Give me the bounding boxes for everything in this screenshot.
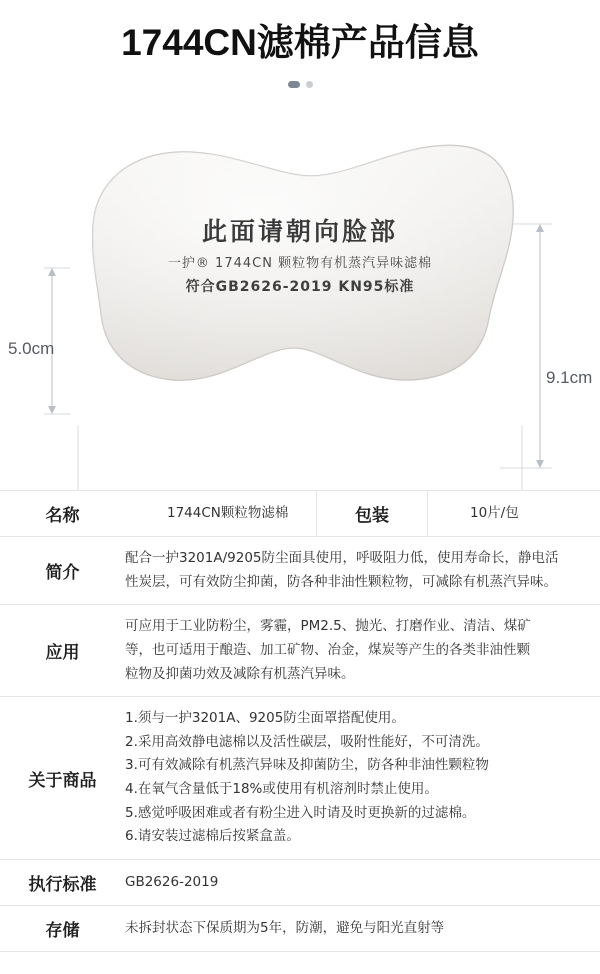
row-value-name: 1744CN颗粒物滤棉 <box>125 491 317 537</box>
filter-cotton-image <box>75 134 525 392</box>
table-row-name <box>0 491 600 537</box>
carousel-pager[interactable] <box>0 81 600 88</box>
about-line-5: 5.感觉呼吸困难或者有粉尘进入时请及时更换新的过滤棉。 <box>125 804 476 821</box>
section-divider <box>0 490 600 491</box>
row-value-standard: GB2626-2019 <box>125 859 600 905</box>
row-value-package: 10片/包 <box>428 491 600 537</box>
brand-text: 一护® 1744CN 颗粒物有机蒸汽异味滤棉 <box>167 255 433 271</box>
row-label-application: 应用 <box>0 605 125 697</box>
row-label-package: 包装 <box>317 491 428 537</box>
row-value-application <box>125 605 600 697</box>
pager-dot-2[interactable] <box>306 81 313 88</box>
face-side-text: 此面请朝向脸部 <box>201 216 398 246</box>
about-line-2: 2.采用高效静电滤棉以及活性碳层，吸附性能好，不可清洗。 <box>125 733 489 750</box>
row-value-intro <box>125 537 600 605</box>
row-label-standard: 执行标准 <box>0 859 125 905</box>
table-row-application <box>0 605 600 697</box>
about-line-4: 4.在氧气含量低于18%或使用有机溶剂时禁止使用。 <box>125 781 438 797</box>
page-title: 1744CN滤棉产品信息 <box>121 22 479 63</box>
intro-line-1: 配合一护3201A/9205防尘面具使用，呼吸阻力低，使用寿命长，静电活 <box>125 550 559 566</box>
spec-table <box>0 490 600 952</box>
about-line-3: 3.可有效减除有机蒸汽异味及抑菌防尘，防各种非油性颗粒物 <box>125 757 489 774</box>
page-header <box>0 0 600 88</box>
dimension-height-right: 9.1cm <box>546 367 593 387</box>
about-line-6: 6.请安装过滤棉后按紧盒盖。 <box>125 828 300 845</box>
filter-shape <box>75 134 525 392</box>
row-label-name: 名称 <box>0 491 125 537</box>
row-label-intro: 简介 <box>0 537 125 605</box>
product-figure <box>0 96 600 451</box>
table-row-standard <box>0 859 600 905</box>
row-label-about: 关于商品 <box>0 697 125 860</box>
row-label-storage: 存储 <box>0 905 125 951</box>
pager-dot-1[interactable] <box>288 81 300 88</box>
intro-line-2: 性炭层，可有效防尘抑菌，防各种非油性颗粒物，可减除有机蒸汽异味。 <box>125 573 557 590</box>
table-row-about <box>0 697 600 860</box>
table-row-storage <box>0 905 600 951</box>
table-row-intro <box>0 537 600 605</box>
standard-text: 符合GB2626-2019 KN95标准 <box>185 278 415 295</box>
application-line-2: 等，也可适用于酿造、加工矿物、冶金，煤炭等产生的各类非油性颗 <box>125 641 530 658</box>
row-value-storage: 未拆封状态下保质期为5年，防潮，避免与阳光直射等 <box>125 905 600 951</box>
about-line-1: 1.须与一护3201A、9205防尘面罩搭配使用。 <box>125 710 405 727</box>
dimension-height-left: 5.0cm <box>8 338 55 358</box>
application-line-3: 粒物及抑菌功效及减除有机蒸汽异味。 <box>125 665 355 682</box>
spec-table-area <box>0 490 600 952</box>
row-value-about <box>125 697 600 860</box>
application-line-1: 可应用于工业防粉尘，雾霾，PM2.5、抛光、打磨作业、清洁、煤矿 <box>125 618 531 635</box>
